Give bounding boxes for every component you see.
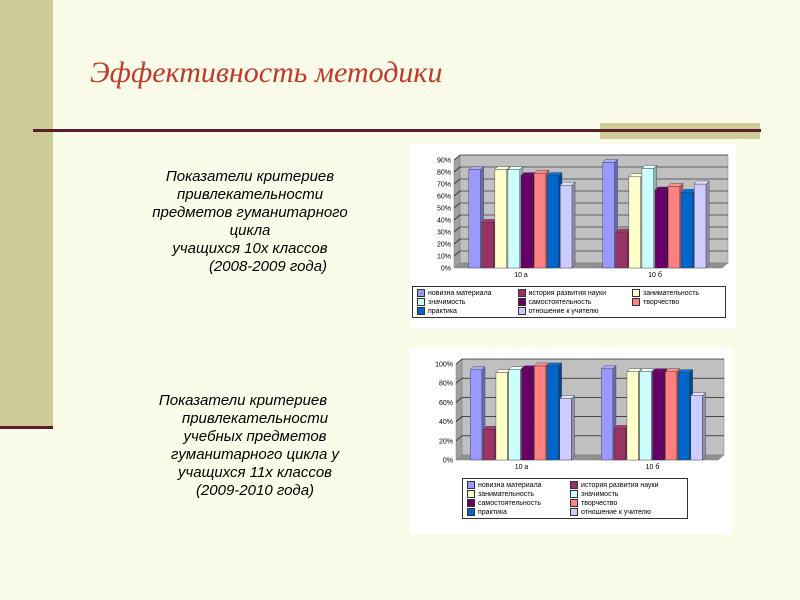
legend-swatch bbox=[518, 307, 526, 315]
bar bbox=[614, 425, 629, 460]
legend-label: творчество bbox=[581, 499, 618, 507]
y-tick-label: 80% bbox=[438, 380, 453, 388]
legend-label: практика bbox=[478, 508, 507, 516]
left-decor-line bbox=[0, 426, 53, 429]
x-tick-label: 10 б bbox=[648, 272, 662, 279]
legend-swatch bbox=[632, 289, 640, 297]
chart-2-legend bbox=[462, 478, 688, 519]
legend-item bbox=[570, 508, 683, 516]
legend-swatch bbox=[417, 298, 425, 306]
caption-line: учащихся 11х классов bbox=[177, 464, 333, 481]
bar bbox=[691, 393, 706, 460]
bar bbox=[469, 167, 484, 268]
legend-item bbox=[417, 298, 514, 306]
legend-label: занимательность bbox=[642, 289, 700, 297]
bar bbox=[534, 170, 549, 268]
bar bbox=[522, 366, 537, 460]
legend-label: самостоятельность bbox=[478, 499, 542, 507]
bar bbox=[627, 369, 642, 460]
caption-line: цикла bbox=[229, 222, 271, 239]
legend-item bbox=[570, 481, 683, 489]
chart-1-legend bbox=[412, 286, 726, 318]
y-tick-label: 60% bbox=[436, 193, 451, 201]
x-tick-label: 10 б bbox=[645, 464, 660, 471]
y-tick-label: 30% bbox=[436, 229, 451, 237]
legend-label: история развития науки bbox=[581, 481, 659, 489]
legend-swatch bbox=[467, 481, 475, 489]
legend-swatch bbox=[632, 298, 640, 306]
caption-line: учебных предметов bbox=[183, 428, 327, 445]
bar bbox=[642, 165, 657, 268]
bar bbox=[509, 367, 524, 460]
legend-label: занимательность bbox=[478, 490, 535, 498]
slide-title: Эффективность методики bbox=[90, 56, 443, 89]
y-tick-label: 40% bbox=[438, 419, 453, 427]
bar bbox=[483, 426, 498, 460]
legend-label: отношение к учителю bbox=[581, 508, 652, 516]
legend-swatch bbox=[570, 508, 578, 516]
bar bbox=[560, 396, 575, 460]
x-tick-label: 10 а bbox=[514, 464, 529, 471]
legend-swatch bbox=[518, 289, 526, 297]
bar bbox=[495, 167, 510, 268]
y-tick-label: 90% bbox=[436, 157, 451, 165]
y-tick-label: 20% bbox=[438, 438, 453, 446]
caption-line: (2008-2009 года) bbox=[208, 258, 328, 275]
legend-swatch bbox=[417, 289, 425, 297]
legend-swatch bbox=[570, 499, 578, 507]
chart-2 bbox=[410, 348, 732, 534]
bar bbox=[681, 189, 696, 268]
caption-line: гуманитарного цикла у bbox=[171, 446, 339, 463]
bar bbox=[601, 366, 616, 460]
x-tick-label: 10 а bbox=[514, 272, 528, 279]
y-tick-label: 0% bbox=[442, 457, 453, 465]
caption-chart-1 bbox=[100, 168, 400, 276]
legend-label: история развития науки bbox=[528, 289, 607, 297]
y-tick-label: 20% bbox=[436, 241, 451, 249]
legend-item bbox=[518, 289, 628, 297]
legend-swatch bbox=[467, 508, 475, 516]
legend-item bbox=[467, 499, 566, 507]
bar bbox=[640, 369, 655, 460]
y-tick-label: 10% bbox=[436, 253, 451, 261]
y-tick-label: 50% bbox=[436, 205, 451, 213]
caption-line: привлекательности bbox=[176, 186, 324, 203]
caption-line: Показатели критериев bbox=[165, 168, 335, 185]
legend-item bbox=[467, 490, 566, 498]
chart-2-svg bbox=[410, 348, 732, 476]
legend-item bbox=[632, 289, 721, 297]
legend-swatch bbox=[467, 490, 475, 498]
caption-chart-2 bbox=[100, 392, 410, 500]
legend-item bbox=[417, 289, 514, 297]
legend-label: творчество bbox=[642, 298, 680, 306]
bar bbox=[547, 173, 562, 268]
legend-label: самостоятельность bbox=[528, 298, 592, 306]
bar bbox=[508, 167, 523, 268]
y-tick-label: 0% bbox=[440, 265, 451, 273]
y-tick-label: 60% bbox=[438, 399, 453, 407]
y-tick-label: 100% bbox=[435, 361, 453, 369]
legend-swatch bbox=[518, 298, 526, 306]
legend-label: новизна материала bbox=[428, 289, 492, 297]
caption-line: Показатели критериев bbox=[158, 392, 328, 409]
y-tick-label: 80% bbox=[436, 169, 451, 177]
bar bbox=[678, 370, 693, 460]
bar bbox=[616, 229, 631, 268]
bar bbox=[603, 159, 618, 268]
bar bbox=[482, 219, 497, 268]
y-tick-label: 70% bbox=[436, 181, 451, 189]
legend-label: практика bbox=[428, 307, 457, 315]
legend-item bbox=[417, 307, 514, 315]
bar bbox=[521, 173, 536, 268]
caption-line: учащихся 10х классов bbox=[172, 240, 328, 257]
legend-item bbox=[467, 508, 566, 516]
caption-line: (2009-2010 года) bbox=[195, 482, 315, 499]
legend-item bbox=[518, 298, 628, 306]
legend-item bbox=[518, 307, 628, 315]
divider-accent-box bbox=[600, 123, 760, 139]
legend-item bbox=[570, 490, 683, 498]
legend-swatch bbox=[570, 481, 578, 489]
chart-1-svg bbox=[410, 144, 736, 284]
bar bbox=[547, 363, 562, 460]
y-tick-label: 40% bbox=[436, 217, 451, 225]
caption-line: предметов гуманитарного bbox=[152, 204, 348, 221]
legend-item bbox=[467, 481, 566, 489]
bar bbox=[629, 174, 644, 268]
bar bbox=[560, 182, 575, 268]
legend-item bbox=[632, 298, 721, 306]
bar bbox=[694, 181, 709, 268]
legend-swatch bbox=[417, 307, 425, 315]
caption-line: привлекательности bbox=[181, 410, 329, 427]
left-decor-strip bbox=[0, 0, 53, 426]
bar bbox=[668, 183, 683, 268]
legend-swatch bbox=[467, 499, 475, 507]
legend-label: значимость bbox=[428, 298, 466, 306]
legend-swatch bbox=[570, 490, 578, 498]
bar bbox=[470, 367, 485, 460]
bar bbox=[653, 369, 668, 460]
bar bbox=[496, 370, 511, 460]
bar bbox=[534, 363, 549, 460]
legend-label: значимость bbox=[581, 490, 619, 498]
chart-1 bbox=[410, 144, 736, 328]
bar bbox=[665, 369, 680, 460]
bar bbox=[655, 187, 670, 268]
legend-label: отношение к учителю bbox=[528, 307, 599, 315]
legend-item bbox=[570, 499, 683, 507]
legend-label: новизна материала bbox=[478, 481, 542, 489]
